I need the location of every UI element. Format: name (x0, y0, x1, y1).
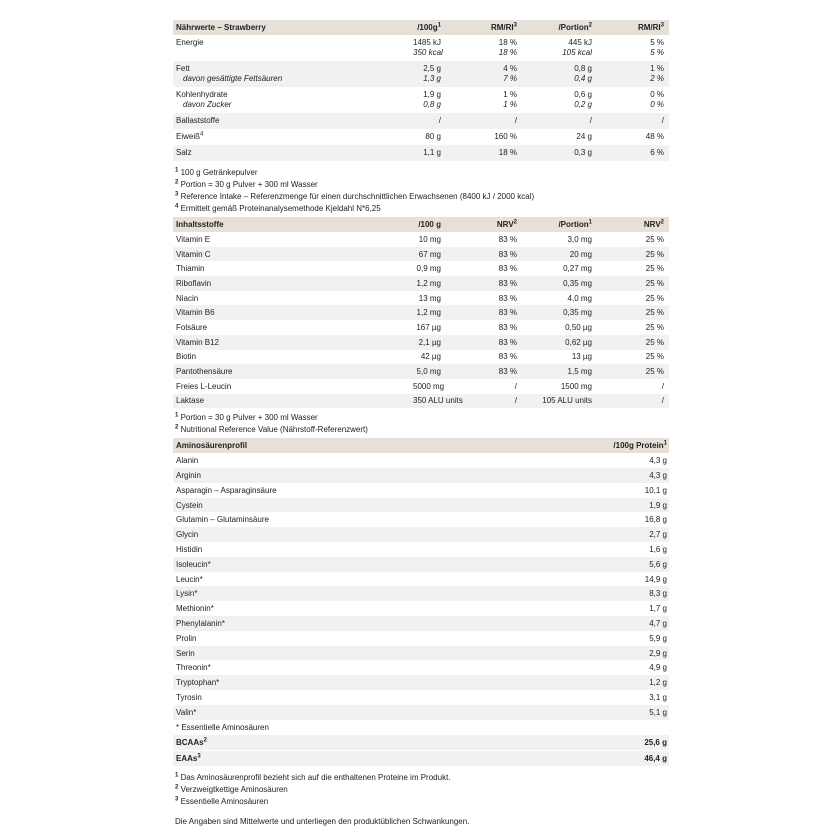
nrv-per100g: / (514, 396, 517, 406)
footnote (173, 412, 669, 424)
nutrient-name-text: Energie (176, 38, 204, 47)
value-per100g-line1: 80 g (425, 132, 441, 141)
footnote-text: Verzweigtkettige Aminosäuren (180, 784, 288, 794)
value-per100g: 167 µg (416, 322, 441, 332)
nrv-per100g: 83 % (498, 249, 517, 259)
amino-footnotes (173, 772, 669, 808)
value-per100g-line1: 2,5 g (423, 64, 441, 73)
rmri-per100g-line1: 18 % (498, 148, 517, 157)
ingredient-row (173, 305, 669, 320)
amino-value: 4,9 g (649, 663, 667, 673)
value-per100g: 1,2 mg (416, 308, 441, 318)
value-per-portion-line2: 105 kcal (562, 48, 592, 57)
nutrition-row (173, 129, 669, 145)
nutrient-name-text: Eiweiß (176, 132, 201, 141)
footnote (173, 772, 669, 784)
footnote (173, 179, 669, 191)
nutrient-name-text: Ballaststoffe (176, 116, 220, 125)
header-name: Nährwerte – Strawberry (176, 23, 266, 32)
essential-note: * Essentielle Aminosäuren (176, 722, 269, 732)
footnote-number (175, 180, 178, 189)
ingredient-name: Vitamin E (176, 234, 211, 244)
ingredient-row (173, 335, 669, 350)
amino-value: 16,8 g (644, 515, 667, 525)
value-per100g: 350 ALU units (413, 396, 463, 406)
value-per-portion (517, 148, 592, 158)
amino-row (173, 527, 669, 542)
ingredient-name: Freies L-Leucin (176, 381, 232, 391)
rmri-per-portion-line1: 0 % (650, 90, 664, 99)
nutrient-subname: davon gesättigte Fettsäuren (183, 74, 283, 83)
header-per100g: $/100g^1$ (417, 22, 441, 32)
nrv-per100g: 83 % (498, 264, 517, 274)
nutrient-name (176, 38, 413, 48)
rmri-per-portion-line1: 1 % (650, 64, 664, 73)
amino-name: Histidin (176, 544, 203, 554)
value-per100g (413, 132, 441, 142)
ingredient-row (173, 247, 669, 262)
value-per100g: 0,9 mg (416, 264, 441, 274)
footnote (173, 191, 669, 203)
value-per-portion-line1: 445 kJ (568, 38, 592, 47)
ingredient-name: Biotin (176, 352, 197, 362)
footnote-text: Reference Intake – Referenzmenge für einen durchschnittlichen Erwachsenen (8400 kJ / 2000 kcal) (180, 192, 535, 201)
footnote-marker: 1 (175, 167, 179, 174)
value-per100g (413, 116, 441, 126)
value-per100g-line1: / (438, 116, 441, 125)
amino-row (173, 586, 669, 601)
eaa-value: 46,4 g (644, 753, 667, 763)
header-name: Aminosäurenprofil (176, 441, 248, 451)
footnote-text: Ermittelt gemäß Proteinanalysemethode Kjeldahl N*6,25 (180, 204, 381, 213)
footnote-text: Das Aminosäurenprofil bezieht sich auf die enthaltenen Proteine im Produkt. (180, 772, 451, 782)
value-per100g-line2: 0,8 g (423, 100, 441, 109)
bcaa-row (173, 735, 669, 750)
amino-name: Methionin* (176, 604, 214, 614)
nutrition-document (173, 20, 669, 828)
nrv-per100g: 83 % (498, 278, 517, 288)
footnote-number (175, 168, 178, 177)
ingredient-name: Niacin (176, 293, 199, 303)
nrv-per-portion: / (661, 381, 664, 391)
nrv-per-portion: 25 % (645, 234, 664, 244)
amino-name: Serin (176, 648, 195, 658)
nutrient-label (173, 132, 413, 142)
amino-row (173, 468, 669, 483)
rmri-per100g-line2: 18 % (498, 48, 517, 57)
nrv-per100g: 83 % (498, 234, 517, 244)
amino-row (173, 646, 669, 661)
value-per100g-line2: 350 kcal (413, 48, 443, 57)
nrv-per100g: 83 % (498, 322, 517, 332)
rmri-per-portion-line1: 5 % (650, 38, 664, 47)
amino-name: Tyrosin (176, 692, 202, 702)
value-per100g (413, 38, 441, 58)
rmri-per-portion-line2: 0 % (650, 100, 664, 109)
nutrient-name (176, 64, 413, 74)
footer-disclaimer: Die Angaben sind Mittelwerte und unterliegen den produktüblichen Schwankungen. (175, 816, 470, 826)
amino-row (173, 483, 669, 498)
header-portion: /Portion$^2$ (558, 22, 592, 32)
value-per100g-line1: 1,9 g (423, 90, 441, 99)
amino-row (173, 542, 669, 557)
value-per-portion: 3,0 mg (567, 234, 592, 244)
amino-row (173, 690, 669, 705)
nutrient-label (173, 64, 413, 84)
nrv-per-portion: 25 % (645, 322, 664, 332)
ingredient-name: Vitamin B6 (176, 308, 215, 318)
amino-value: 8,3 g (649, 589, 667, 599)
value-per-portion: 1,5 mg (567, 367, 592, 377)
amino-row (173, 498, 669, 513)
ingredients-table-header (173, 217, 669, 232)
value-per100g: 5000 mg (413, 381, 445, 391)
nrv-per100g: 83 % (498, 337, 517, 347)
nutrition-row (173, 87, 669, 113)
nrv-per-portion: 25 % (645, 278, 664, 288)
value-per100g: 10 mg (418, 234, 441, 244)
nrv-per-portion: 25 % (645, 264, 664, 274)
value-per-portion (517, 116, 592, 126)
value-per100g: 13 mg (418, 293, 441, 303)
value-per-portion: 0,27 mg (563, 264, 592, 274)
nrv-per100g: 83 % (498, 308, 517, 318)
footnote-ref: 4 (200, 131, 204, 138)
value-per-portion: 20 mg (569, 249, 592, 259)
footnote (173, 784, 669, 796)
ingredient-row (173, 394, 669, 409)
amino-row (173, 705, 669, 720)
nrv-per-portion: / (661, 396, 664, 406)
nutrient-label (173, 148, 413, 158)
bcaa-value: 25,6 g (644, 737, 667, 747)
footnote (173, 167, 669, 179)
nrv-per-portion: 25 % (645, 352, 664, 362)
value-per100g: 1,2 mg (416, 278, 441, 288)
rmri-per-portion (592, 64, 666, 84)
amino-row (173, 601, 669, 616)
amino-value: 1,2 g (649, 678, 667, 688)
rmri-per100g (441, 132, 517, 142)
value-per-portion-line1: 0,8 g (574, 64, 592, 73)
nrv-per-portion: 25 % (645, 367, 664, 377)
amino-row (173, 675, 669, 690)
ingredient-name: Vitamin C (176, 249, 211, 259)
nutrition-table-header (173, 20, 669, 35)
ingredient-row (173, 261, 669, 276)
footnote-number (175, 773, 178, 782)
value-per-portion: 0,35 mg (563, 278, 592, 288)
value-per-portion-line1: 24 g (576, 132, 592, 141)
amino-name: Glycin (176, 530, 199, 540)
rmri-per-portion-line1: 6 % (650, 148, 664, 157)
footnote-text: 100 g Getränkepulver (180, 168, 258, 177)
nutrition-rows (173, 35, 669, 161)
ingredient-name: Thiamin (176, 264, 205, 274)
footnote-marker: 2 (175, 783, 179, 790)
footnote-text: Essentielle Aminosäuren (180, 796, 269, 806)
nutrition-row (173, 113, 669, 129)
eaa-label: EAAs$^3$ (176, 752, 201, 763)
nutrition-row (173, 35, 669, 61)
nrv-per100g: / (514, 381, 517, 391)
value-per-portion (517, 132, 592, 142)
footnote-number (175, 785, 178, 794)
ingredient-row (173, 379, 669, 394)
ingredient-name: Riboflavin (176, 278, 212, 288)
rmri-per100g-line2: 1 % (503, 100, 517, 109)
value-per-portion: 105 ALU units (542, 396, 592, 406)
amino-row (173, 512, 669, 527)
ingredient-name: Folsäure (176, 322, 208, 332)
rmri-per100g (441, 148, 517, 158)
amino-row (173, 631, 669, 646)
rmri-per-portion-line2: 2 % (650, 74, 664, 83)
footnote-number (175, 797, 178, 806)
footnote-number (175, 204, 178, 213)
footnote (173, 796, 669, 808)
value-per-portion: 4,0 mg (567, 293, 592, 303)
value-per100g: 2,1 µg (418, 337, 441, 347)
nutrient-label (173, 90, 413, 110)
amino-row (173, 557, 669, 572)
nutrient-subname: davon Zucker (183, 100, 232, 109)
footnote-marker: 1 (175, 412, 179, 419)
amino-name: Leucin* (176, 574, 203, 584)
amino-table-header (173, 438, 669, 453)
nutrient-name (176, 90, 413, 100)
header-rmri: $RM/RI^3$ (490, 22, 517, 32)
amino-name: Glutamin – Glutaminsäure (176, 515, 269, 525)
nutrient-name (176, 148, 413, 158)
footnote-text: Portion = 30 g Pulver + 300 ml Wasser (180, 413, 318, 423)
bcaa-label: BCAAs$^2$ (176, 736, 207, 747)
rmri-per100g-line1: 4 % (503, 64, 517, 73)
ingredient-row (173, 291, 669, 306)
ingredient-row (173, 364, 669, 379)
footnote-number (175, 192, 178, 201)
value-per100g-line2: 1,3 g (423, 74, 441, 83)
nutrition-footnotes (173, 167, 669, 215)
amino-value: 10,1 g (644, 485, 667, 495)
rmri-per-portion (592, 132, 666, 142)
ingredients-rows (173, 232, 669, 408)
value-per-portion (517, 90, 592, 110)
value-per-portion-line1: 0,3 g (574, 148, 592, 157)
amino-name: Asparagin – Asparaginsäure (176, 485, 277, 495)
footnote-number (175, 425, 178, 434)
nrv-per100g: 83 % (498, 352, 517, 362)
amino-row (173, 616, 669, 631)
value-per-portion: 0,35 mg (563, 308, 592, 318)
rmri-per100g-line1: 1 % (503, 90, 517, 99)
value-per100g (413, 90, 441, 110)
rmri-per-portion-line1: / (661, 116, 664, 125)
rmri-per-portion (592, 38, 666, 58)
nutrient-name (176, 116, 413, 126)
footnote-number (175, 413, 178, 422)
amino-value: 4,3 g (649, 456, 667, 466)
footnote (173, 203, 669, 215)
ingredient-row (173, 320, 669, 335)
value-per100g: 67 mg (418, 249, 441, 259)
value-per100g-line1: 1485 kJ (413, 38, 442, 47)
amino-value: 1,9 g (649, 500, 667, 510)
amino-row (173, 660, 669, 675)
footnote-marker: 1 (175, 771, 179, 778)
nutrient-name-text: Salz (176, 148, 192, 157)
value-per100g-line1: 1,1 g (423, 148, 441, 157)
nutrient-name (176, 132, 413, 142)
amino-value: 2,7 g (649, 530, 667, 540)
rmri-per100g (441, 116, 517, 126)
value-per-portion: 0,50 µg (565, 322, 592, 332)
amino-value: 14,9 g (644, 574, 667, 584)
value-per-portion: 1500 mg (560, 381, 592, 391)
ingredients-footnotes (173, 412, 669, 436)
eaa-row (173, 751, 669, 766)
amino-value: 4,3 g (649, 470, 667, 480)
rmri-per-portion-line2: 5 % (650, 48, 664, 57)
value-per-portion-line2: 0,4 g (574, 74, 592, 83)
amino-name: Arginin (176, 470, 201, 480)
amino-name: Prolin (176, 633, 197, 643)
value-per-portion-line1: 0,6 g (574, 90, 592, 99)
amino-name: Isoleucin* (176, 559, 211, 569)
amino-name: Threonin* (176, 663, 211, 673)
rmri-per100g-line1: 160 % (494, 132, 517, 141)
nrv-per100g: 83 % (498, 293, 517, 303)
nutrient-label (173, 38, 413, 48)
value-per-portion-line1: / (589, 116, 592, 125)
rmri-per100g (441, 90, 517, 110)
ingredient-name: Vitamin B12 (176, 337, 219, 347)
footnote-text: Portion = 30 g Pulver + 300 ml Wasser (180, 180, 318, 189)
ingredient-row (173, 350, 669, 365)
value-per100g: 42 µg (420, 352, 441, 362)
nutrient-label (173, 116, 413, 126)
amino-value: 1,7 g (649, 604, 667, 614)
nrv-per-portion: 25 % (645, 249, 664, 259)
amino-value: 3,1 g (649, 692, 667, 702)
value-per-portion (517, 38, 592, 58)
value-per-portion: 0,62 µg (565, 337, 592, 347)
ingredient-name: Pantothensäure (176, 367, 233, 377)
nrv-per-portion: 25 % (645, 337, 664, 347)
header-portion: /Portion$^1$ (558, 219, 592, 229)
header-per100g: /100 g (418, 220, 441, 229)
ingredient-row (173, 276, 669, 291)
nutrient-name-text: Kohlenhydrate (176, 90, 228, 99)
header-name: Inhaltsstoffe (176, 220, 224, 229)
amino-value: 5,6 g (649, 559, 667, 569)
amino-name: Tryptophan* (176, 678, 220, 688)
nrv-per100g: 83 % (498, 367, 517, 377)
nutrition-row (173, 61, 669, 87)
amino-name: Lysin* (176, 589, 198, 599)
nutrient-name-text: Fett (176, 64, 190, 73)
value-per-portion (517, 64, 592, 84)
nrv-per-portion: 25 % (645, 293, 664, 303)
rmri-per100g-line1: / (514, 116, 517, 125)
ingredient-name: Laktase (176, 396, 205, 406)
nutrition-row (173, 145, 669, 161)
amino-name: Phenylalanin* (176, 618, 225, 628)
amino-name: Alanin (176, 456, 199, 466)
amino-value: 5,1 g (649, 707, 667, 717)
amino-name: Cystein (176, 500, 203, 510)
footnote-marker: 2 (175, 424, 179, 431)
header-rmri-portion: $RM/RI^3$ (637, 22, 664, 32)
value-per-portion: 13 µg (571, 352, 592, 362)
rmri-per-portion (592, 90, 666, 110)
value-per100g (413, 148, 441, 158)
value-per100g (413, 64, 441, 84)
value-per-portion-line2: 0,2 g (574, 100, 592, 109)
rmri-per-portion-line1: 48 % (645, 132, 664, 141)
essential-note-row (173, 720, 669, 735)
footnote-marker: 4 (175, 203, 179, 210)
header-per100g-protein: /100g Protein$^1$ (613, 440, 667, 451)
rmri-per100g (441, 38, 517, 58)
rmri-per100g-line1: 18 % (498, 38, 517, 47)
rmri-per-portion (592, 116, 666, 126)
footnote-marker: 3 (175, 191, 179, 198)
footnote-marker: 2 (175, 179, 179, 186)
amino-name: Valin* (176, 707, 197, 717)
header-nrv-portion: NRV$^2$ (643, 219, 664, 229)
amino-rows (173, 453, 669, 719)
footnote (173, 424, 669, 436)
value-per100g: 5,0 mg (416, 367, 441, 377)
amino-row (173, 572, 669, 587)
amino-value: 1,6 g (649, 544, 667, 554)
rmri-per-portion (592, 148, 666, 158)
nrv-per-portion: 25 % (645, 308, 664, 318)
amino-value: 2,9 g (649, 648, 667, 658)
ingredient-row (173, 232, 669, 247)
footnote-marker: 3 (175, 795, 179, 802)
rmri-per100g-line2: 7 % (503, 74, 517, 83)
rmri-per100g (441, 64, 517, 84)
amino-value: 4,7 g (649, 618, 667, 628)
amino-row (173, 453, 669, 468)
amino-value: 5,9 g (649, 633, 667, 643)
header-nrv: NRV$^2$ (496, 219, 517, 229)
footnote-text: Nutritional Reference Value (Nährstoff-Referenzwert) (180, 425, 368, 435)
